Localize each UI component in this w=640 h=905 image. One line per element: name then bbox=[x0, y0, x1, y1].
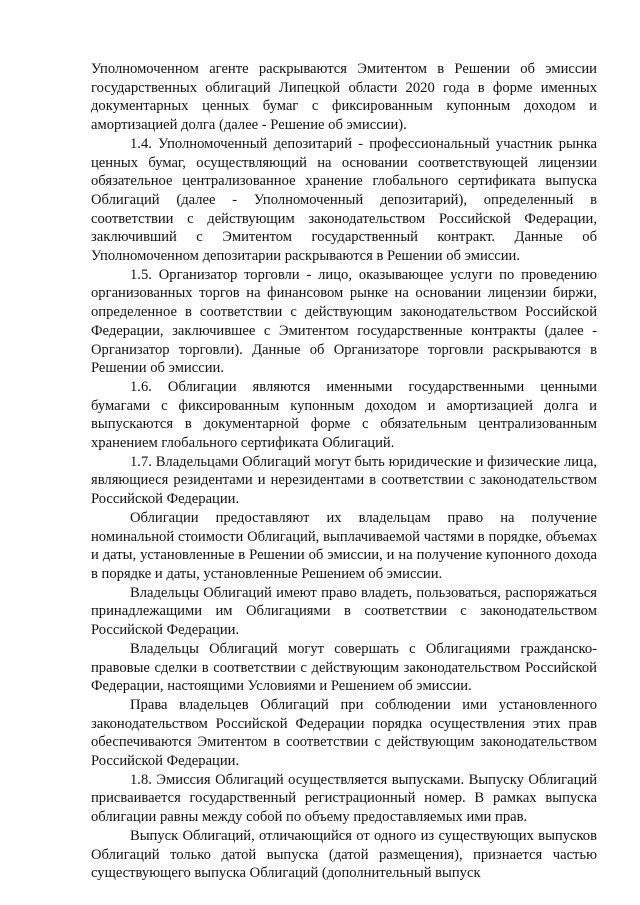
paragraph-1-8-emission: 1.8. Эмиссия Облигаций осуществляется выпусками. Выпуску Облигаций присваивается государственный регистрационный номер. В рамках выпуска облигации равны между собой по объему предоставляемых ими прав. bbox=[91, 771, 597, 826]
paragraph-holder-rights-nominal: Облигации предоставляют их владельцам право на получение номинальной стоимости Облигаций, выплачиваемой частями в порядке, объемах и даты, установленные в Решении об эмиссии, и на получение купонного дохода в порядке и даты, установленные Решением об эмиссии. bbox=[91, 509, 597, 582]
paragraph-1-6-bond-form: 1.6. Облигации являются именными государственными ценными бумагами с фиксированным купонным доходом и амортизацией долга и выпускаются в документарной форме с обязательным централизованным хранением глобального сертификата Облигаций. bbox=[91, 378, 597, 452]
paragraph-holder-rights-ownership: Владельцы Облигаций имеют право владеть, пользоваться, распоряжаться принадлежащими им Облигациями в соответствии с законодательством Российской Федерации. bbox=[91, 584, 597, 639]
paragraph-continuation: Уполномоченном агенте раскрываются Эмитентом в Решении об эмиссии государственных облигаций Липецкой области 2020 года в форме именных документарных ценных бумаг с фиксированным купонным доходом и амортизацией долга (далее - Решение об эмиссии). bbox=[91, 61, 597, 134]
paragraph-1-7-bond-holders: 1.7. Владельцами Облигаций могут быть юридические и физические лица, являющиеся резидентами и нерезидентами в соответствии с законодательством Российской Федерации. bbox=[91, 453, 597, 508]
paragraph-holder-transactions: Владельцы Облигаций могут совершать с Облигациями гражданско-правовые сделки в соответствии с действующим законодательством Российской Федерации, настоящими Условиями и Решением об эмиссии. bbox=[91, 640, 597, 695]
document-page bbox=[91, 60, 597, 883]
paragraph-additional-issue: Выпуск Облигаций, отличающийся от одного из существующих выпусков Облигаций только датой выпуска (датой размещения), признается частью существующего выпуска Облигаций (дополнительный выпуск bbox=[91, 827, 597, 882]
paragraph-1-4-authorized-depository: 1.4. Уполномоченный депозитарий - профессиональный участник рынка ценных бумаг, осуществляющий на основании соответствующей лицензии обязательное централизованное хранение глобального сертификата выпуска Облигаций (далее - Уполномоченный депозитарий), определенный в соответствии с действующим законодательством Российской Федерации, заключивший с Эмитентом государственный контракт. Данные об Уполномоченном депозитарии раскрываются в Решении об эмиссии. bbox=[91, 135, 597, 265]
paragraph-rights-guarantee: Права владельцев Облигаций при соблюдении ими установленного законодательством Российской Федерации порядка осуществления этих прав обеспечиваются Эмитентом в соответствии с действующим законодательством Российской Федерации. bbox=[91, 696, 597, 770]
paragraph-1-5-trade-organizer: 1.5. Организатор торговли - лицо, оказывающее услуги по проведению организованных торгов на финансовом рынке на основании лицензии биржи, определенное в соответствии с действующим законодательством Российской Федерации, заключившее с Эмитентом государственные контракты (далее - Организатор торговли). Данные об Организаторе торговли раскрываются в Решении об эмиссии. bbox=[91, 266, 597, 377]
